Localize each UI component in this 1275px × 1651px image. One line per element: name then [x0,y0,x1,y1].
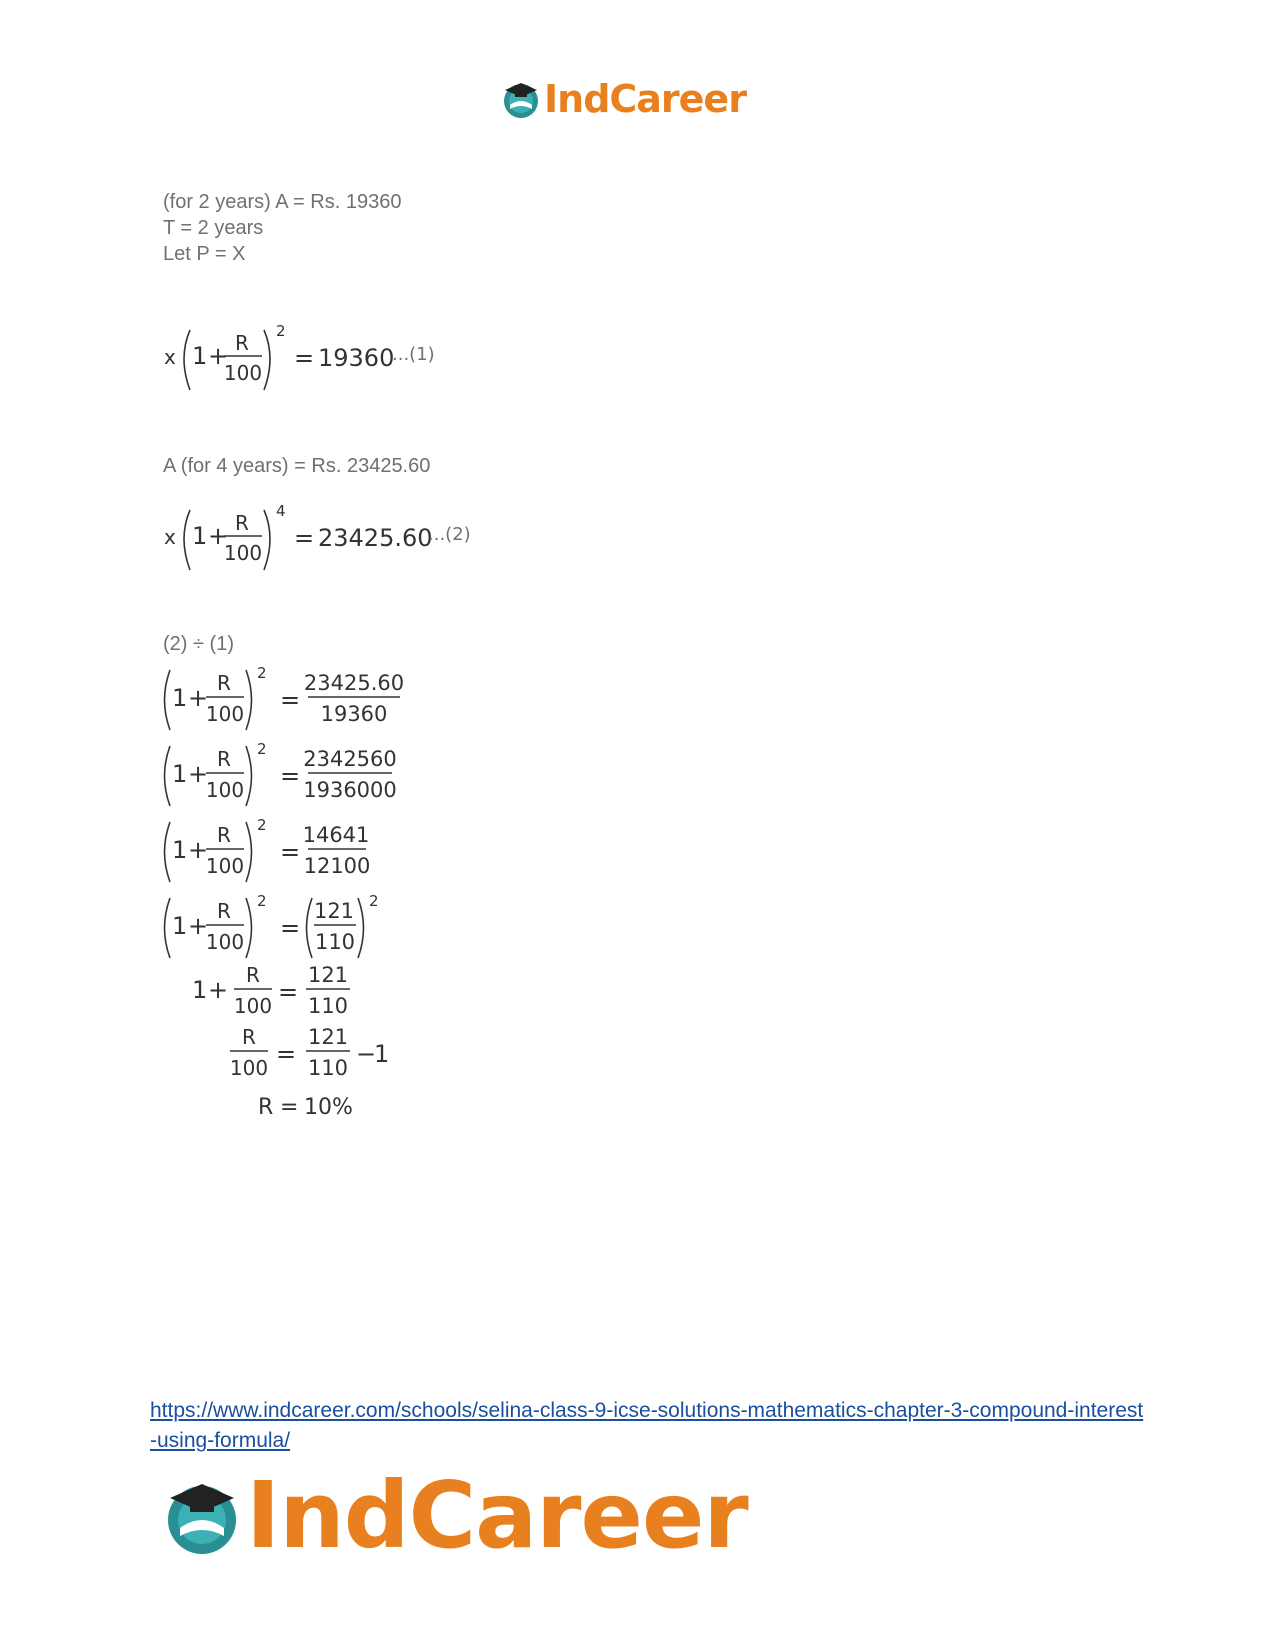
svg-text:110: 110 [307,1056,349,1080]
svg-text:19360: 19360 [318,344,395,372]
svg-text:1936000: 1936000 [303,778,397,802]
svg-text:+: + [188,912,209,940]
given-amount-2yr: (for 2 years) A = Rs. 19360 [163,191,402,213]
svg-text:1: 1 [192,522,208,550]
svg-text:=: = [294,524,315,552]
svg-text:100: 100 [205,930,245,954]
svg-text:R: R [217,823,231,847]
svg-text:=: = [280,762,301,790]
step-7-result [256,1088,396,1124]
svg-text:=: = [276,1040,297,1068]
svg-text:100: 100 [229,1056,269,1080]
svg-text:110: 110 [307,994,349,1018]
svg-text:=: = [280,1095,299,1120]
svg-text:+: + [208,342,229,370]
svg-text:2: 2 [257,816,267,834]
svg-text:=: = [278,978,299,1006]
given-amount-4yr: A (for 4 years) = Rs. 23425.60 [163,455,431,477]
svg-text:=: = [294,344,315,372]
division-step: (2) ÷ (1) [163,633,234,655]
svg-text:100: 100 [205,778,245,802]
source-link[interactable]: https://www.indcareer.com/schools/selina-class-9-icse-solutions-mathematics-chapter-3-compound-interest-using-formula/ [150,1399,1144,1452]
step-4 [160,892,460,964]
svg-text:4: 4 [276,502,286,520]
svg-text:x: x [164,525,176,549]
svg-text:1: 1 [192,976,208,1004]
step-1 [160,664,460,736]
svg-text:+: + [188,836,209,864]
svg-text:2342560: 2342560 [303,747,397,771]
svg-text:...(1): ...(1) [392,344,435,365]
given-principal: Let P = X [163,243,246,265]
svg-text:121: 121 [307,1025,349,1049]
equation-1 [160,320,480,400]
svg-text:100: 100 [205,702,245,726]
svg-text:110: 110 [314,930,356,954]
svg-text:100: 100 [233,994,273,1018]
svg-text:121: 121 [307,963,349,987]
svg-text:R: R [217,899,231,923]
svg-text:23425.60: 23425.60 [303,671,405,695]
svg-text:+: + [188,684,209,712]
svg-text:R: R [242,1025,256,1049]
svg-text:1: 1 [172,684,188,712]
equation-2 [160,500,500,580]
svg-text:...(2): ...(2) [428,524,471,545]
svg-text:1: 1 [172,836,188,864]
svg-text:19360: 19360 [320,702,388,726]
svg-text:10%: 10% [304,1095,353,1120]
svg-text:=: = [280,838,301,866]
graduation-cap-icon [500,78,542,120]
svg-text:=: = [280,914,301,942]
svg-text:121: 121 [313,899,355,923]
svg-text:+: + [188,760,209,788]
svg-text:2: 2 [257,664,267,682]
svg-text:1: 1 [192,342,208,370]
svg-text:14641: 14641 [302,823,370,847]
svg-text:2: 2 [276,322,286,340]
svg-text:1: 1 [172,760,188,788]
svg-text:R: R [235,511,249,535]
svg-text:1: 1 [374,1040,390,1068]
footer-logo [160,1462,748,1569]
svg-text:+: + [208,522,229,550]
svg-text:R: R [235,331,249,355]
svg-text:100: 100 [223,541,263,565]
svg-text:R: R [258,1095,274,1120]
svg-text:+: + [208,976,229,1004]
step-5 [190,960,390,1026]
svg-text:100: 100 [223,361,263,385]
svg-text:1: 1 [172,912,188,940]
svg-text:R: R [217,747,231,771]
svg-text:−: − [356,1040,377,1068]
graduation-cap-icon [160,1474,244,1558]
svg-text:23425.60: 23425.60 [318,524,433,552]
svg-text:R: R [246,963,260,987]
svg-text:R: R [217,671,231,695]
svg-text:12100: 12100 [303,854,371,878]
step-3 [160,816,460,888]
svg-text:2: 2 [257,740,267,758]
step-2 [160,740,460,812]
svg-text:=: = [280,686,301,714]
svg-text:2: 2 [257,892,267,910]
svg-text:x: x [164,345,176,369]
step-6 [226,1022,426,1088]
logo-text: IndCareer [246,1462,748,1569]
svg-text:100: 100 [205,854,245,878]
header-logo [500,78,746,120]
logo-text: IndCareer [544,77,746,121]
svg-text:2: 2 [369,892,379,910]
given-time: T = 2 years [163,217,264,239]
